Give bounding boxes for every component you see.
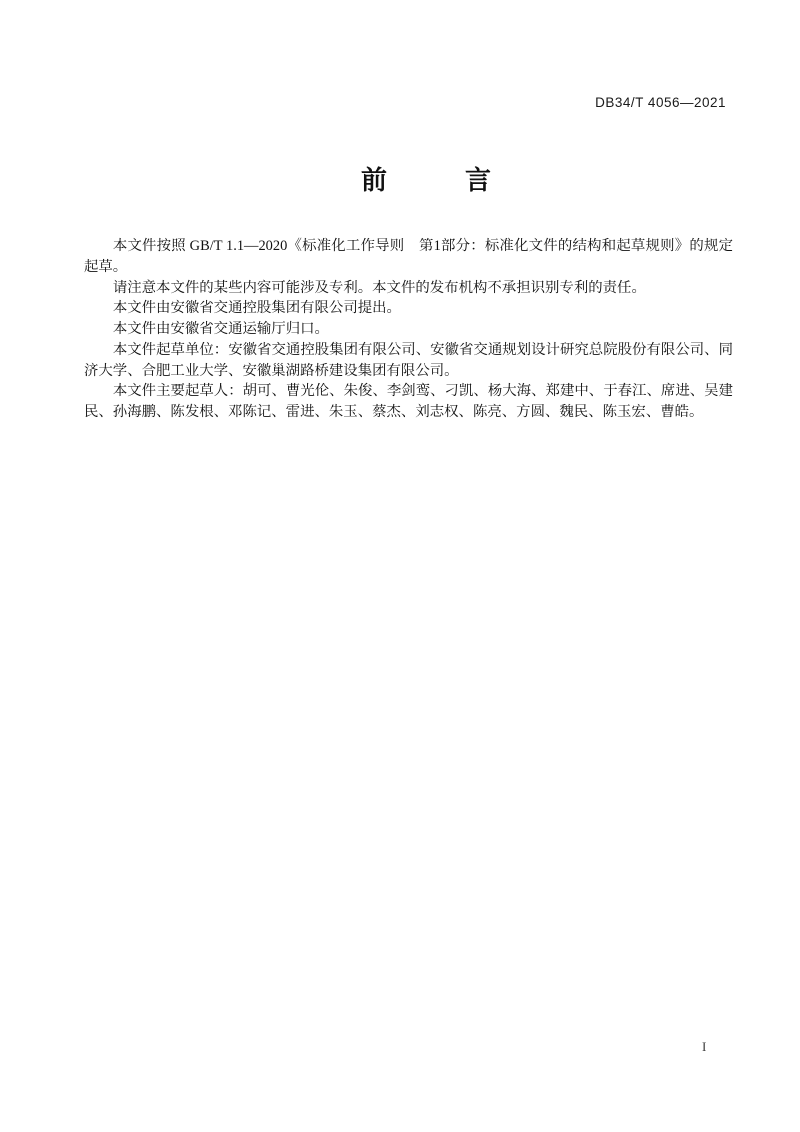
standard-number: DB34/T 4056—2021 [595,95,726,110]
page-number: I [702,1039,707,1054]
foreword-paragraph: 本文件起草单位：安徽省交通控股集团有限公司、安徽省交通规划设计研究总院股份有限公司、同济大学、合肥工业大学、安徽巢湖路桥建设集团有限公司。 [84,341,733,379]
foreword-paragraph: 本文件按照 GB/T 1.1—2020《标准化工作导则 第1部分：标准化文件的结构和起草规则》的规定起草。 [84,238,733,275]
foreword-paragraph: 本文件由安徽省交通控股集团有限公司提出。 [112,300,401,317]
page-title: 前 言 [360,165,491,195]
foreword-paragraph: 本文件由安徽省交通运输厅归口。 [112,321,329,337]
foreword-paragraph: 请注意本文件的某些内容可能涉及专利。本文件的发布机构不承担识别专利的责任。 [112,279,646,296]
foreword-paragraph: 本文件主要起草人：胡可、曹光伦、朱俊、李剑鸾、刁凯、杨大海、郑建中、于春江、席进、吴建民、孙海鹏、陈发根、邓陈记、雷进、朱玉、蔡杰、刘志权、陈亮、方圆、魏民、陈玉宏、曹皓。 [84,383,733,420]
foreword-body [84,236,733,423]
